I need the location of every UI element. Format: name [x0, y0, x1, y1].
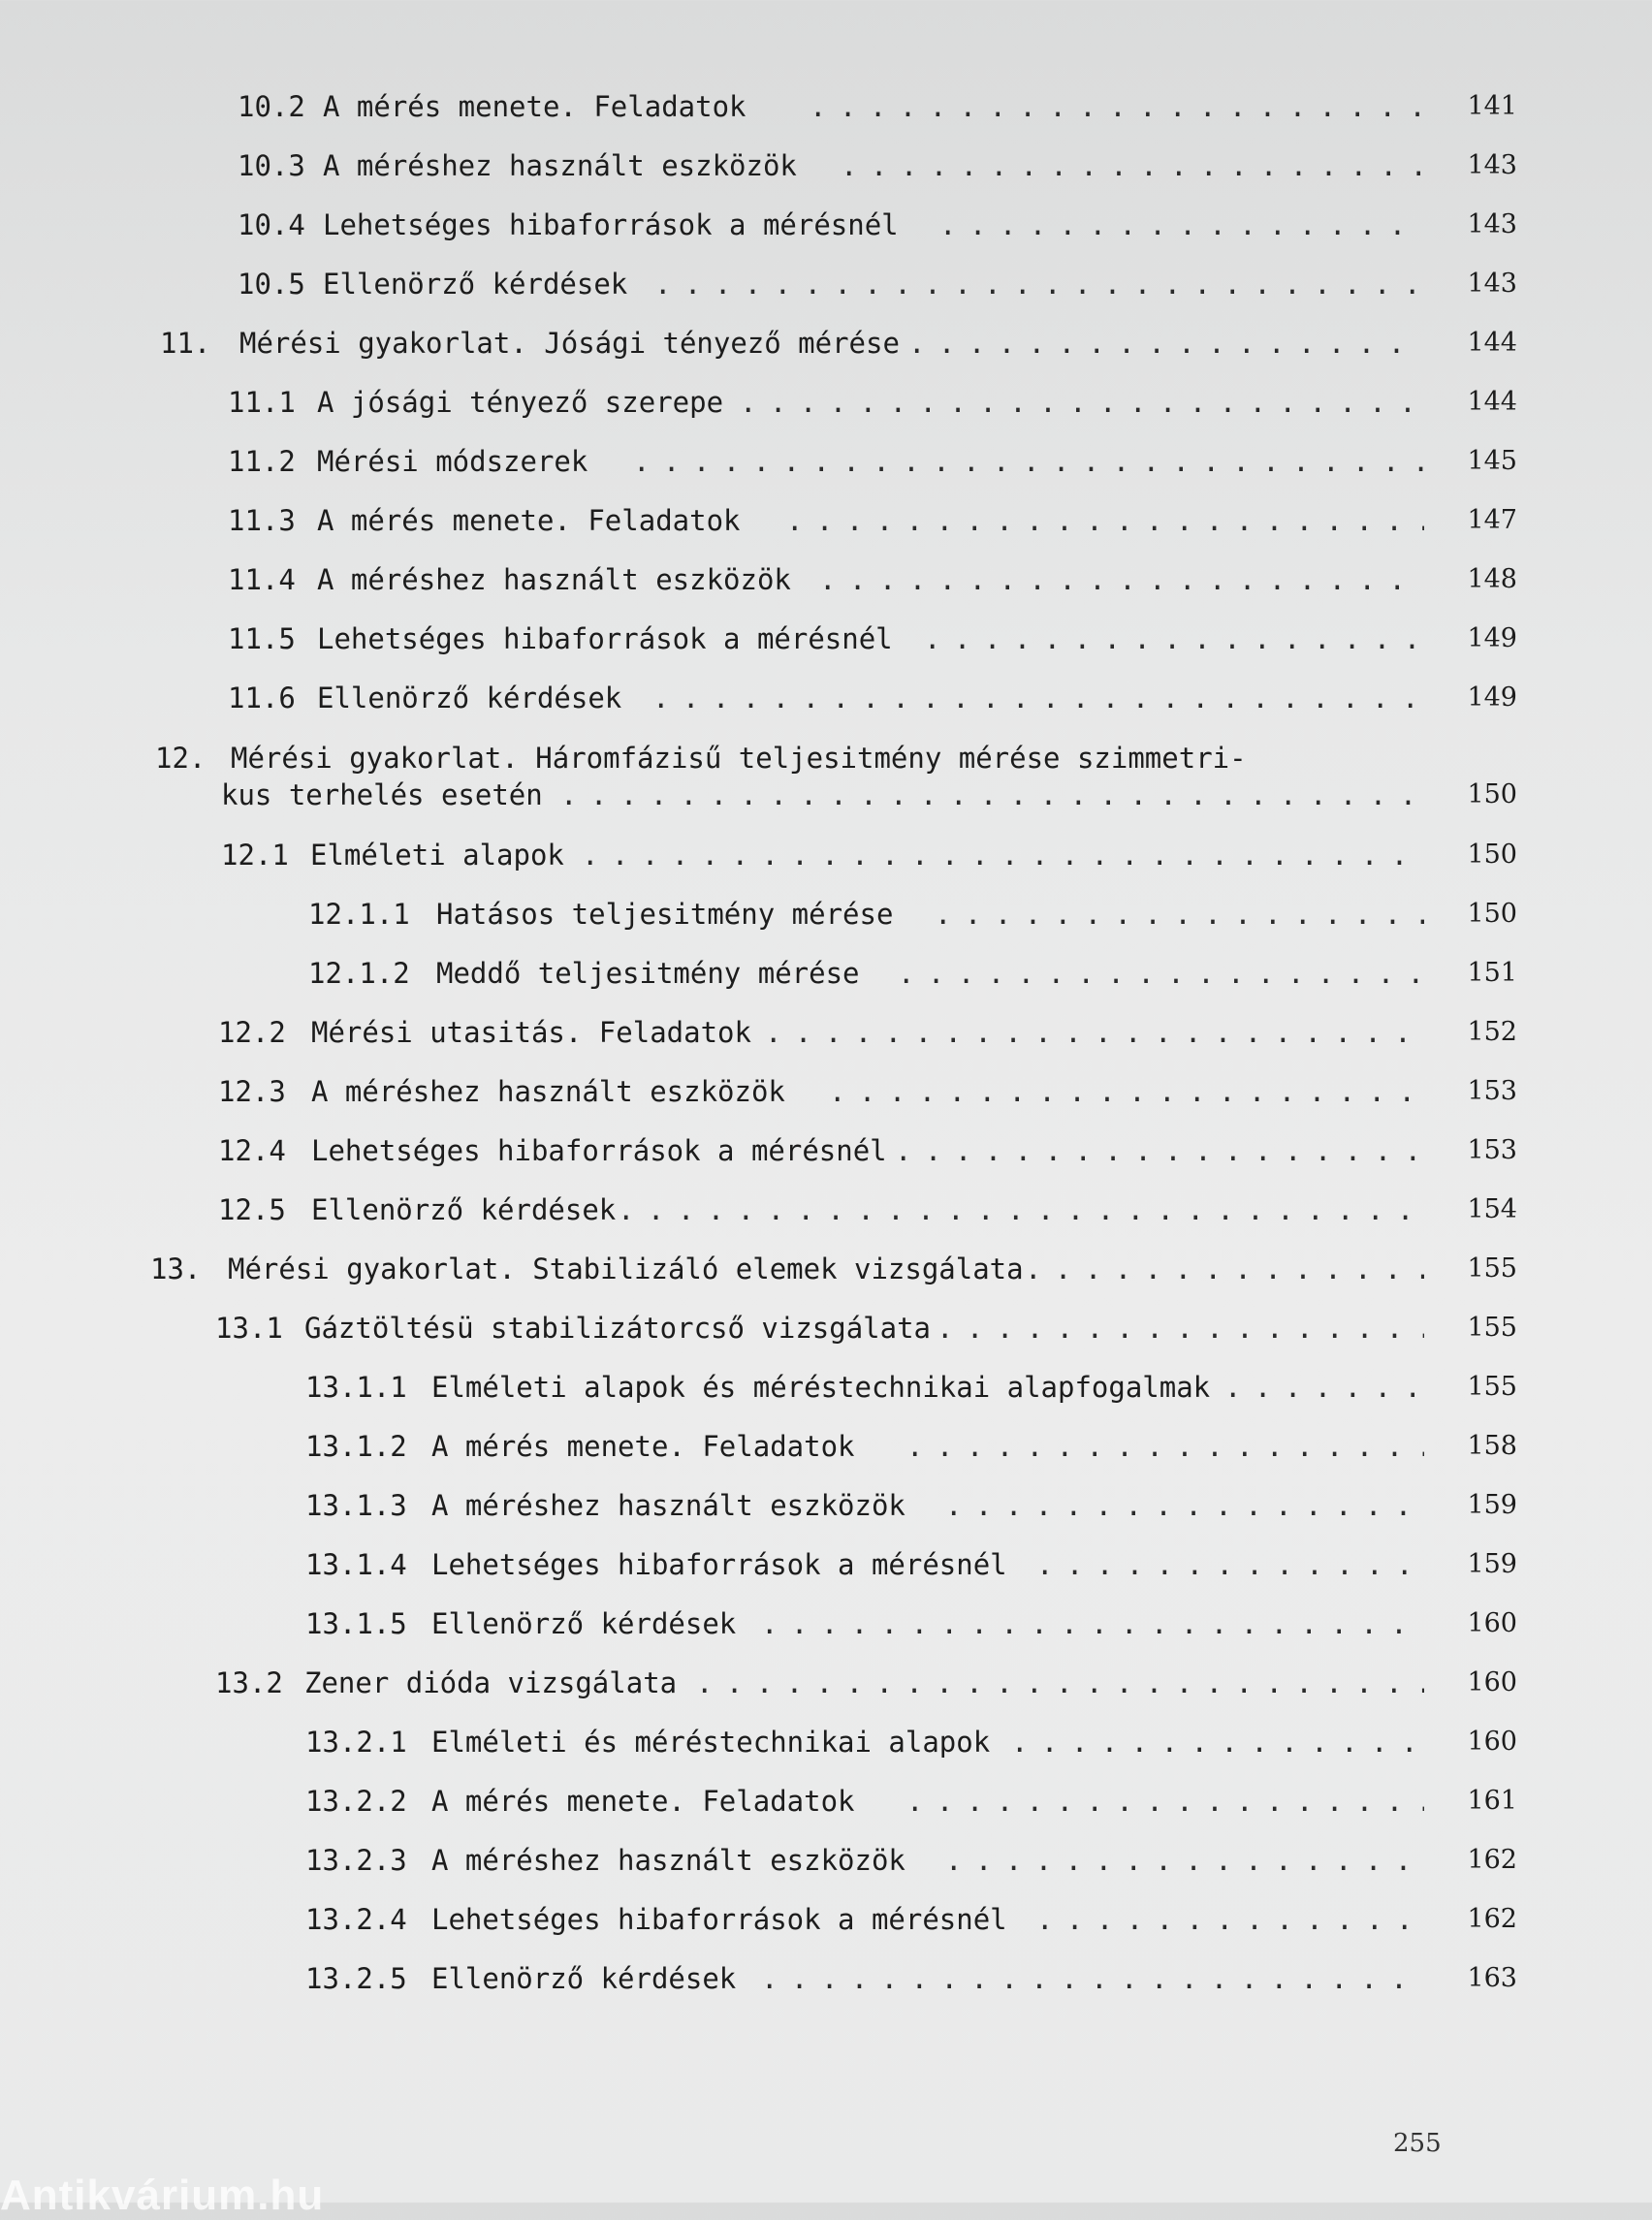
- section-title: Ellenörző kérdések: [323, 268, 628, 301]
- section-title: A méréshez használt eszközök: [323, 149, 797, 182]
- toc-entry-11-6: [228, 677, 1517, 719]
- dot-leader: [1224, 1366, 1424, 1409]
- section-number: 13.1.3: [305, 1489, 407, 1522]
- toc-entry-13-1-1: [305, 1366, 1517, 1409]
- page-ref: 153: [1467, 1076, 1517, 1106]
- section-title: Elméleti alapok és méréstechnikai alapfogalmak: [431, 1371, 1211, 1404]
- dot-leader: [740, 381, 1424, 424]
- section-title: Hatásos teljesitmény mérése: [436, 898, 894, 931]
- section-number: 11.: [160, 327, 211, 360]
- dot-leader: [937, 1307, 1424, 1349]
- section-title: kus terhelés esetén: [221, 778, 543, 811]
- page-ref: 141: [1467, 91, 1517, 121]
- page-ref: 160: [1467, 1608, 1517, 1638]
- section-title: A mérés menete. Feladatok: [323, 90, 747, 123]
- dot-leader: [761, 1602, 1424, 1645]
- section-number: 11.2: [228, 445, 296, 478]
- section-number: 13.1.1: [305, 1371, 407, 1404]
- toc-entry-12-3: [218, 1070, 1517, 1113]
- page-ref: 162: [1467, 1904, 1517, 1934]
- section-title: Ellenörző kérdések: [431, 1962, 737, 1995]
- page-ref: 155: [1467, 1253, 1517, 1284]
- section-title: Mérési módszerek: [317, 445, 588, 478]
- toc-entry-13-1-2: [305, 1425, 1517, 1468]
- section-title: Mérési utasitás. Feladatok: [311, 1016, 751, 1049]
- toc-entry-11: [160, 322, 1517, 365]
- dot-leader: [924, 618, 1424, 660]
- section-title: A mérés menete. Feladatok: [431, 1785, 855, 1818]
- dot-leader: [898, 952, 1424, 995]
- page-number: 255: [1393, 2129, 1442, 2158]
- section-number: 13.1: [215, 1312, 283, 1345]
- dot-leader: [786, 499, 1424, 542]
- toc-entry-13-1-3: [305, 1484, 1517, 1527]
- toc-entry-13-2-4: [305, 1898, 1517, 1941]
- section-number: 12.1.2: [308, 957, 410, 990]
- dot-leader: [654, 263, 1424, 305]
- section-title: A mérés menete. Feladatok: [431, 1430, 855, 1463]
- toc-entry-11-4: [228, 558, 1517, 601]
- section-number: 11.5: [228, 622, 296, 655]
- section-number: 10.4: [238, 208, 305, 241]
- page-ref: 152: [1467, 1017, 1517, 1047]
- section-number: 13.2.2: [305, 1785, 407, 1818]
- page-ref: 147: [1467, 505, 1517, 535]
- toc-entry-11-1: [228, 381, 1517, 424]
- dot-leader: [841, 144, 1424, 187]
- toc-entry-10-3: [238, 144, 1517, 187]
- page-ref: 149: [1467, 623, 1517, 653]
- section-number: 12.1.1: [308, 898, 410, 931]
- toc-entry-13-2-5: [305, 1957, 1517, 2000]
- toc-entry-13-1: [215, 1307, 1517, 1349]
- section-number: 11.4: [228, 563, 296, 596]
- section-number: 12.3: [218, 1075, 286, 1108]
- toc-entry-12-1-1: [308, 893, 1517, 936]
- dot-leader: [935, 893, 1424, 936]
- watermark: Antikvárium.hu: [0, 2172, 325, 2219]
- section-title-line-1: Mérési gyakorlat. Háromfázisű teljesitmény mérése szimmetri-: [231, 742, 1247, 775]
- section-number: 13.2: [215, 1666, 283, 1699]
- section-number: 12.: [155, 742, 206, 775]
- dot-leader: [945, 1839, 1424, 1882]
- section-number: 12.2: [218, 1016, 286, 1049]
- page-ref: 159: [1467, 1549, 1517, 1579]
- section-title: A méréshez használt eszközök: [431, 1489, 905, 1522]
- section-title: Lehetséges hibaforrások a mérésnél: [431, 1548, 1007, 1581]
- toc-entry-11-2: [228, 440, 1517, 483]
- section-title: Elméleti és méréstechnikai alapok: [431, 1726, 991, 1759]
- page-ref: 159: [1467, 1490, 1517, 1520]
- section-title: A méréshez használt eszközök: [311, 1075, 785, 1108]
- dot-leader: [895, 1129, 1424, 1172]
- page-ref: 149: [1467, 682, 1517, 713]
- section-number: 13.2.3: [305, 1844, 407, 1877]
- dot-leader: [761, 1957, 1424, 2000]
- section-title: A méréshez használt eszközök: [431, 1844, 905, 1877]
- section-number: 13.2.5: [305, 1962, 407, 1995]
- section-title: Lehetséges hibaforrások a mérésnél: [323, 208, 899, 241]
- page-ref: 143: [1467, 269, 1517, 299]
- dot-leader: [582, 834, 1424, 876]
- page-ref: 143: [1467, 150, 1517, 180]
- toc-entry-13-2-1: [305, 1721, 1517, 1763]
- toc-entry-13-1-4: [305, 1543, 1517, 1586]
- page-ref: 150: [1467, 899, 1517, 929]
- section-number: 12.5: [218, 1193, 286, 1226]
- section-title: Lehetséges hibaforrások a mérésnél: [311, 1134, 887, 1167]
- dot-leader: [1036, 1543, 1424, 1586]
- section-number: 10.2: [238, 90, 305, 123]
- page-ref: 160: [1467, 1667, 1517, 1697]
- section-number: 13.1.4: [305, 1548, 407, 1581]
- dot-leader: [906, 1425, 1424, 1468]
- dot-leader: [1011, 1721, 1424, 1763]
- dot-leader: [908, 322, 1424, 365]
- dot-leader: [945, 1484, 1424, 1527]
- dot-leader: [696, 1662, 1424, 1704]
- dot-leader: [1036, 1898, 1424, 1941]
- dot-leader: [1025, 1248, 1424, 1290]
- page-ref: 161: [1467, 1786, 1517, 1816]
- section-title: Lehetséges hibaforrások a mérésnél: [317, 622, 893, 655]
- section-title: Lehetséges hibaforrások a mérésnél: [431, 1903, 1007, 1936]
- dot-leader: [633, 440, 1424, 483]
- toc-entry-12-1-2: [308, 952, 1517, 995]
- section-number: 13.1.2: [305, 1430, 407, 1463]
- page-ref: 143: [1467, 209, 1517, 239]
- toc-entry-13-2: [215, 1662, 1517, 1704]
- dot-leader: [939, 204, 1424, 246]
- page-ref: 144: [1467, 328, 1517, 358]
- section-number: 13.1.5: [305, 1607, 407, 1640]
- toc-entry-13-2-3: [305, 1839, 1517, 1882]
- page-ref: 163: [1467, 1963, 1517, 1993]
- section-number: 11.6: [228, 682, 296, 714]
- page-ref: 162: [1467, 1845, 1517, 1875]
- page-ref: 155: [1467, 1313, 1517, 1343]
- section-title: A jósági tényező szerepe: [317, 386, 724, 419]
- section-number: 12.4: [218, 1134, 286, 1167]
- section-title: A mérés menete. Feladatok: [317, 504, 741, 537]
- page-ref: 150: [1467, 840, 1517, 870]
- section-title: Ellenörző kérdések: [317, 682, 622, 714]
- section-number: 13.2.4: [305, 1903, 407, 1936]
- page-ref: 153: [1467, 1135, 1517, 1165]
- page-ref: 160: [1467, 1727, 1517, 1757]
- page-ref: 145: [1467, 446, 1517, 476]
- section-title: Ellenörző kérdések: [311, 1193, 617, 1226]
- page-ref: 155: [1467, 1372, 1517, 1402]
- dot-leader: [618, 1189, 1424, 1231]
- dot-leader: [560, 774, 1424, 816]
- page-ref: 158: [1467, 1431, 1517, 1461]
- section-title: Gáztöltésü stabilizátorcső vizsgálata: [304, 1312, 932, 1345]
- section-number: 11.3: [228, 504, 296, 537]
- toc-entry-11-5: [228, 618, 1517, 660]
- toc-entry-12-1: [221, 834, 1517, 876]
- section-title: Ellenörző kérdések: [431, 1607, 737, 1640]
- dot-leader: [906, 1780, 1424, 1823]
- section-number: 10.3: [238, 149, 305, 182]
- section-number: 13.2.1: [305, 1726, 407, 1759]
- toc-entry-12-2: [218, 1011, 1517, 1054]
- dot-leader: [819, 558, 1424, 601]
- section-title: Mérési gyakorlat. Jósági tényező mérése: [239, 327, 900, 360]
- section-number: 10.5: [238, 268, 305, 301]
- section-number: 13.: [150, 1253, 202, 1285]
- section-title: Zener dióda vizsgálata: [304, 1666, 678, 1699]
- section-title: Mérési gyakorlat. Stabilizáló elemek vizsgálata: [228, 1253, 1024, 1285]
- dot-leader: [765, 1011, 1424, 1054]
- section-title: A méréshez használt eszközök: [317, 563, 791, 596]
- toc-entry-13-1-5: [305, 1602, 1517, 1645]
- section-number: 12.1: [221, 839, 289, 872]
- dot-leader: [652, 677, 1424, 719]
- section-number: 11.1: [228, 386, 296, 419]
- dot-leader: [829, 1070, 1424, 1113]
- page-ref: 148: [1467, 564, 1517, 594]
- section-title: Meddő teljesitmény mérése: [436, 957, 860, 990]
- toc-entry-10-2: [238, 85, 1517, 128]
- toc-entry-10-5: [238, 263, 1517, 305]
- toc-entry-12-4: [218, 1129, 1517, 1172]
- dot-leader: [810, 85, 1424, 128]
- toc-entry-11-3: [228, 499, 1517, 542]
- page-ref: 150: [1467, 779, 1517, 809]
- page-ref: 144: [1467, 387, 1517, 417]
- page-ref: 151: [1467, 958, 1517, 988]
- toc-entry-12-5: [218, 1189, 1517, 1231]
- toc-entry-13-2-2: [305, 1780, 1517, 1823]
- toc-entry-13: [150, 1248, 1517, 1290]
- page-ref: 154: [1467, 1194, 1517, 1224]
- section-title: Elméleti alapok: [310, 839, 564, 872]
- toc-entry-10-4: [238, 204, 1517, 246]
